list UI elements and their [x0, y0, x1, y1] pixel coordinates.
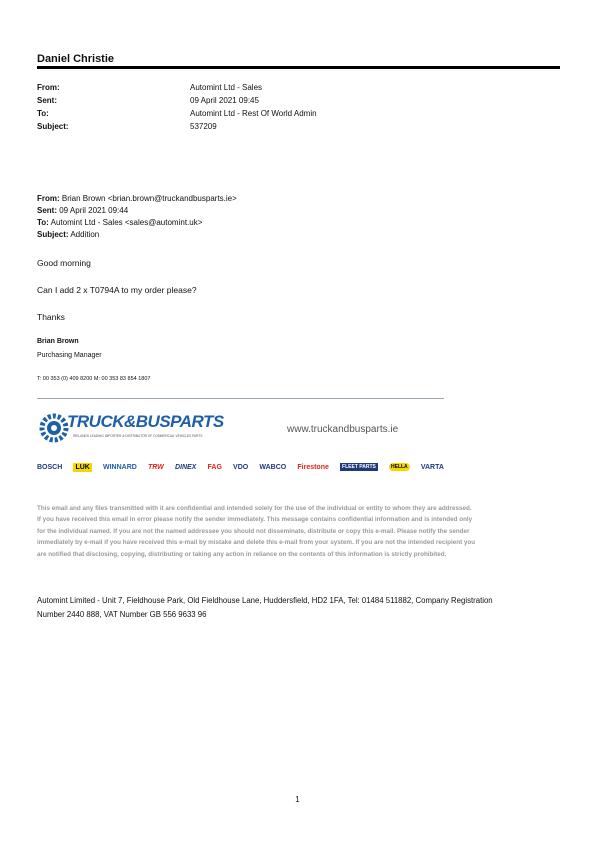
fw-to-line [37, 217, 202, 228]
fw-from-label: From: [37, 194, 60, 203]
fw-to-value[interactable]: Automint Ltd - Sales <sales@automint.uk> [50, 218, 203, 227]
header-from-row [37, 83, 262, 92]
header-subject-label: Subject: [37, 122, 69, 131]
document-owner-name: Daniel Christie [37, 53, 115, 65]
banner-logo-text: TRUCK&BUSPARTS [67, 412, 224, 431]
company-footer: Automint Limited - Unit 7, Fieldhouse Park, Old Fieldhouse Lane, Huddersfield, HD2 1FA, Tel: 01484 511882, Company Registration Number 2440 888, VAT Number GB 556 9633 96 [37, 596, 493, 619]
banner-tagline: IRELANDS LEADING IMPORTER & DISTRIBUTOR OF COMMERCIAL VEHICLES PARTS [73, 434, 203, 438]
fw-from-line [37, 193, 237, 204]
banner-website[interactable]: www.truckandbusparts.ie [287, 424, 399, 435]
header-rule [37, 66, 560, 69]
brand-wabco: WABCO [259, 463, 287, 471]
brand-hella: HELLA [391, 464, 408, 470]
fw-subject-value: Addition [70, 230, 100, 239]
header-to-row [37, 109, 317, 118]
gear-logo-icon [42, 416, 66, 440]
body-request: Can I add 2 x T0794A to my order please? [37, 285, 197, 295]
header-sent-row [37, 96, 259, 105]
brand-luk: LUK [75, 463, 90, 471]
brand-firestone: Firestone [297, 463, 329, 471]
header-from-value: Automint Ltd - Sales [190, 83, 263, 92]
email-disclaimer: This email and any files transmitted with it are confidential and intended solely for the use of the individual or entity to whom they are addressed. If you have received this email in error please notify the sender immediately. This message contains confidential information and is intended only for the individual named. If you are not the named addressee you should not disseminate, distribute or copy this e-mail. Please notify the sender immediately by e-mail if you have received this e-mail by mistake and delete this e-mail from your system. If you are not the intended recipient you are notified that disclosing, copying, distributing or taking any action in reliance on the contents of this information is strictly prohibited. [37, 505, 476, 558]
fw-subject-label: Subject: [37, 230, 69, 239]
header-to-value: Automint Ltd - Rest Of World Admin [190, 109, 317, 118]
brand-varta: VARTA [420, 463, 444, 471]
brand-vdo: VDO [233, 463, 249, 471]
fw-sent-line [37, 205, 128, 216]
fw-sent-value: 09 April 2021 09:44 [59, 206, 129, 215]
banner-top-divider [37, 398, 444, 399]
signature-phone: T: 00 353 (0) 409 8200 M: 00 353 83 854 1807 [37, 376, 151, 382]
header-subject-row [37, 122, 217, 131]
body-greeting: Good morning [37, 258, 91, 268]
company-banner[interactable] [37, 398, 444, 484]
header-sent-value: 09 April 2021 09:45 [190, 96, 259, 105]
brand-bosch: BOSCH [37, 463, 63, 471]
signature-name: Brian Brown [37, 338, 79, 345]
header-from-label: From: [37, 83, 60, 92]
header-to-label: To: [37, 109, 49, 118]
brand-fleet-parts: FLEET PARTS [342, 464, 376, 470]
brand-logo-row [37, 456, 444, 478]
fw-from-value[interactable]: Brian Brown <brian.brown@truckandbusparts.ie> [61, 194, 237, 203]
brand-trw: TRW [147, 463, 164, 471]
page-number: 1 [295, 795, 300, 804]
brand-fag: FAG [207, 463, 222, 471]
brand-winnard: WINNARD [102, 463, 137, 471]
brand-dinex: DINEX [174, 463, 197, 471]
header-subject-value: 537209 [190, 122, 217, 131]
signature-title: Purchasing Manager [37, 352, 102, 359]
fw-sent-label: Sent: [37, 206, 57, 215]
body-closing: Thanks [37, 312, 65, 322]
fw-subject-line [37, 229, 99, 240]
fw-to-label: To: [37, 218, 49, 227]
header-sent-label: Sent: [37, 96, 57, 105]
